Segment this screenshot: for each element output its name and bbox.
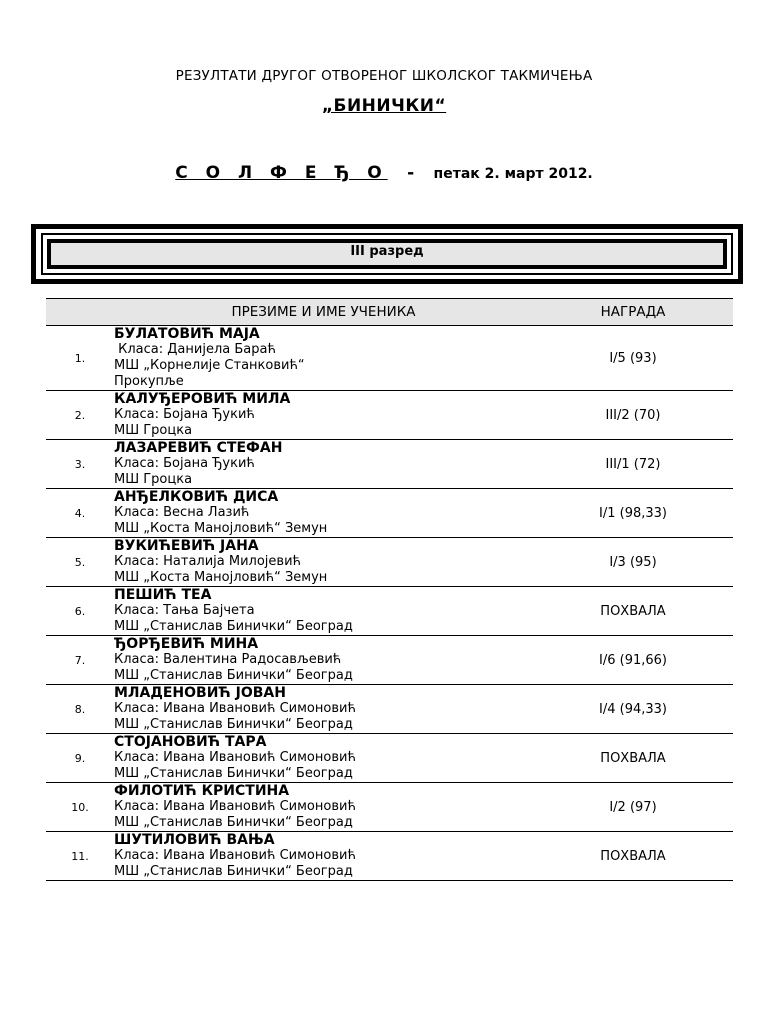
student-name: ФИЛОТИЋ КРИСТИНА: [114, 783, 290, 799]
student-class: Класа: Ивана Ивановић Симоновић: [114, 799, 356, 814]
award-value: I/5 (93): [533, 326, 733, 391]
table-row: [46, 783, 733, 832]
grade-label: III разред: [47, 239, 727, 269]
student-school: МШ „Станислав Бинички“ Београд: [114, 717, 353, 732]
table-row: [46, 685, 733, 734]
award-value: ПОХВАЛА: [533, 832, 733, 881]
row-number: 8.: [46, 685, 114, 734]
student-class: Класа: Валентина Радосављевић: [114, 652, 342, 667]
row-number: 10.: [46, 783, 114, 832]
student-cell: [114, 489, 533, 538]
student-name: ЛАЗАРЕВИЋ СТЕФАН: [114, 440, 283, 456]
results-table: [46, 298, 733, 881]
grade-frame-inner-border: [41, 233, 733, 275]
student-name: ПЕШИЋ ТЕА: [114, 587, 212, 603]
student-school: Прокупље: [114, 374, 184, 389]
table-row: [46, 440, 733, 489]
student-cell: [114, 832, 533, 881]
subject-line: [0, 163, 768, 183]
student-name: АНЂЕЛКОВИЋ ДИСА: [114, 489, 279, 505]
student-school: МШ Гроцка: [114, 472, 193, 487]
table-row: [46, 538, 733, 587]
student-name: СТОЈАНОВИЋ ТАРА: [114, 734, 267, 750]
row-number: 1.: [46, 326, 114, 391]
table-header-row: [46, 299, 733, 326]
document-title: РЕЗУЛТАТИ ДРУГОГ ОТВОРЕНОГ ШКОЛСКОГ ТАКМИЧЕЊА: [175, 68, 593, 84]
student-school: МШ „Станислав Бинички“ Београд: [114, 668, 353, 683]
student-cell: [114, 538, 533, 587]
award-value: I/4 (94,33): [533, 685, 733, 734]
column-header-number: [46, 299, 114, 326]
student-class: Класа: Бојана Ђукић: [114, 456, 255, 471]
student-school: МШ „Коста Манојловић“ Земун: [114, 570, 328, 585]
student-class: Класа: Тања Бајчета: [114, 603, 255, 618]
student-cell: [114, 734, 533, 783]
award-value: ПОХВАЛА: [533, 734, 733, 783]
award-value: III/2 (70): [533, 391, 733, 440]
student-cell: [114, 587, 533, 636]
award-value: I/2 (97): [533, 783, 733, 832]
award-value: III/1 (72): [533, 440, 733, 489]
row-number: 5.: [46, 538, 114, 587]
student-class: Класа: Ивана Ивановић Симоновић: [114, 848, 356, 863]
column-header-student: ПРЕЗИМЕ И ИМЕ УЧЕНИКА: [114, 299, 533, 326]
student-cell: [114, 636, 533, 685]
student-school: МШ „Станислав Бинички“ Београд: [114, 864, 353, 879]
table-row: [46, 734, 733, 783]
student-school: МШ Гроцка: [114, 423, 193, 438]
row-number: 9.: [46, 734, 114, 783]
subject-dash: -: [407, 163, 415, 183]
grade-frame: [31, 224, 743, 284]
award-value: ПОХВАЛА: [533, 587, 733, 636]
student-class: Класа: Ивана Ивановић Симоновић: [114, 701, 356, 716]
student-cell: [114, 326, 533, 391]
competition-name: „БИНИЧКИ“: [321, 96, 447, 116]
subject-name: С О Л Ф Е Ђ О: [175, 163, 388, 183]
award-value: I/3 (95): [533, 538, 733, 587]
table-row: [46, 587, 733, 636]
table-row: [46, 489, 733, 538]
student-class: Класа: Наталија Милојевић: [114, 554, 302, 569]
student-class: Класа: Данијела Бараћ: [114, 342, 276, 357]
student-school: МШ „Станислав Бинички“ Београд: [114, 619, 353, 634]
table-row: [46, 636, 733, 685]
row-number: 2.: [46, 391, 114, 440]
student-cell: [114, 391, 533, 440]
award-value: I/6 (91,66): [533, 636, 733, 685]
table-row: [46, 326, 733, 391]
student-cell: [114, 685, 533, 734]
student-class: Класа: Весна Лазић: [114, 505, 250, 520]
student-class: Класа: Ивана Ивановић Симоновић: [114, 750, 356, 765]
row-number: 3.: [46, 440, 114, 489]
table-row: [46, 832, 733, 881]
award-value: I/1 (98,33): [533, 489, 733, 538]
student-school: МШ „Корнелије Станковић“: [114, 358, 305, 373]
student-school: МШ „Станислав Бинички“ Београд: [114, 815, 353, 830]
table-row: [46, 391, 733, 440]
row-number: 6.: [46, 587, 114, 636]
student-name: БУЛАТОВИЋ МАЈА: [114, 326, 260, 342]
row-number: 7.: [46, 636, 114, 685]
student-name: КАЛУЂЕРОВИЋ МИЛА: [114, 391, 291, 407]
student-name: ЂОРЂЕВИЋ МИНА: [114, 636, 259, 652]
student-school: МШ „Коста Манојловић“ Земун: [114, 521, 328, 536]
student-name: ВУКИЋЕВИЋ ЈАНА: [114, 538, 259, 554]
student-cell: [114, 783, 533, 832]
competition-date: петак 2. март 2012.: [433, 166, 593, 182]
student-class: Класа: Бојана Ђукић: [114, 407, 255, 422]
student-cell: [114, 440, 533, 489]
row-number: 4.: [46, 489, 114, 538]
row-number: 11.: [46, 832, 114, 881]
student-name: ШУТИЛОВИЋ ВАЊА: [114, 832, 275, 848]
column-header-award: НАГРАДА: [533, 299, 733, 326]
student-name: МЛАДЕНОВИЋ ЈОВАН: [114, 685, 286, 701]
student-school: МШ „Станислав Бинички“ Београд: [114, 766, 353, 781]
